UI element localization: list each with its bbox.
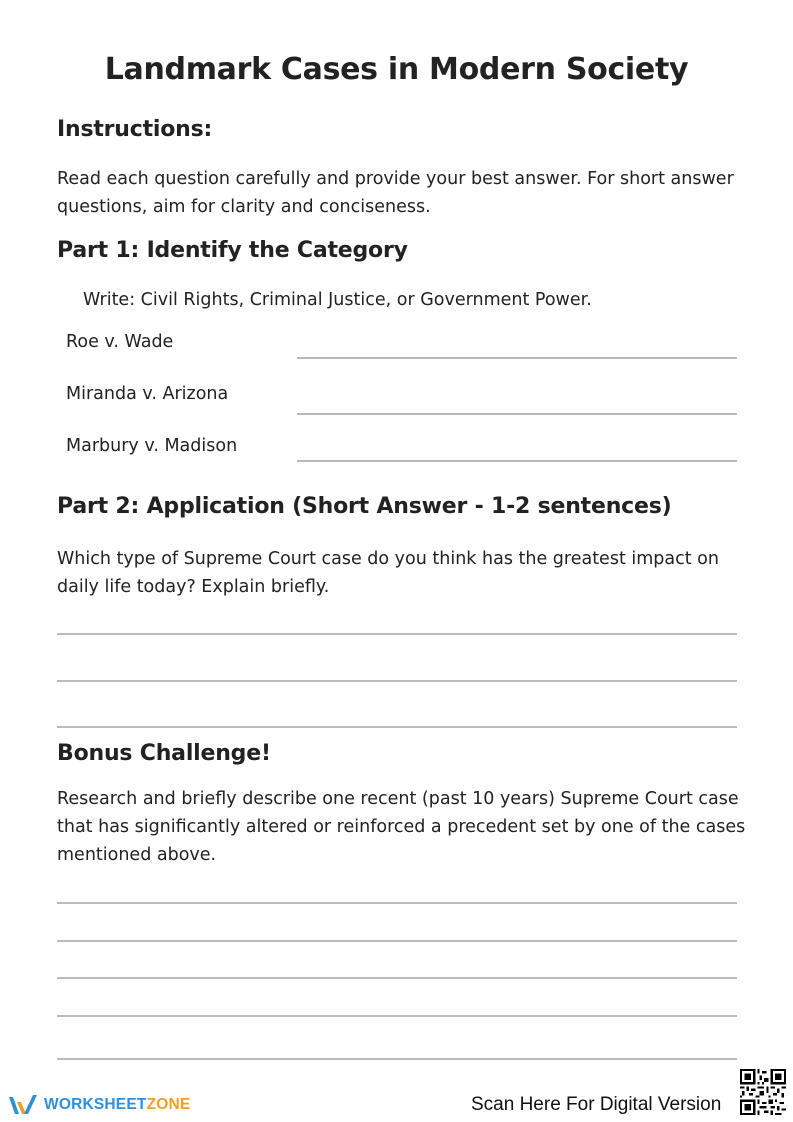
case-answer-line-1[interactable]	[297, 357, 737, 359]
part1-heading: Part 1: Identify the Category	[57, 238, 408, 263]
case-label-3: Marbury v. Madison	[66, 436, 238, 456]
part1-prompt: Write: Civil Rights, Criminal Justice, or Government Power.	[83, 290, 592, 310]
bonus-answer-line-4[interactable]	[57, 1015, 737, 1017]
logo-w-icon	[8, 1093, 38, 1117]
worksheet-zone-logo	[8, 1091, 190, 1119]
case-label-1: Roe v. Wade	[66, 332, 174, 352]
bonus-heading: Bonus Challenge!	[57, 741, 271, 766]
scan-here-text: Scan Here For Digital Version	[471, 1094, 722, 1115]
instructions-heading: Instructions:	[57, 117, 213, 142]
logo-text-zone: ZONE	[146, 1096, 191, 1113]
part2-answer-line-2[interactable]	[57, 680, 737, 682]
case-label-2: Miranda v. Arizona	[66, 384, 229, 404]
case-answer-line-3[interactable]	[297, 460, 737, 462]
logo-text	[44, 1096, 190, 1114]
page-title: Landmark Cases in Modern Society	[104, 52, 689, 87]
bonus-answer-line-2[interactable]	[57, 940, 737, 942]
bonus-answer-line-1[interactable]	[57, 902, 737, 904]
part2-answer-line-3[interactable]	[57, 726, 737, 728]
part2-heading: Part 2: Application (Short Answer - 1-2 sentences)	[57, 494, 672, 519]
bonus-answer-line-3[interactable]	[57, 977, 737, 979]
logo-text-worksheet: WORKSHEET	[44, 1096, 147, 1113]
bonus-question: Research and briefly describe one recent (past 10 years) Supreme Court case that has significantly altered or reinforced a precedent set by one of the cases mentioned above.	[57, 789, 746, 865]
instructions-text: Read each question carefully and provide your best answer. For short answer questions, aim for clarity and conciseness.	[57, 169, 734, 217]
qr-code-icon[interactable]	[740, 1069, 786, 1115]
case-answer-line-2[interactable]	[297, 413, 737, 415]
part2-answer-line-1[interactable]	[57, 633, 737, 635]
bonus-answer-line-5[interactable]	[57, 1058, 737, 1060]
part2-question: Which type of Supreme Court case do you think has the greatest impact on daily life today? Explain briefly.	[57, 549, 719, 597]
